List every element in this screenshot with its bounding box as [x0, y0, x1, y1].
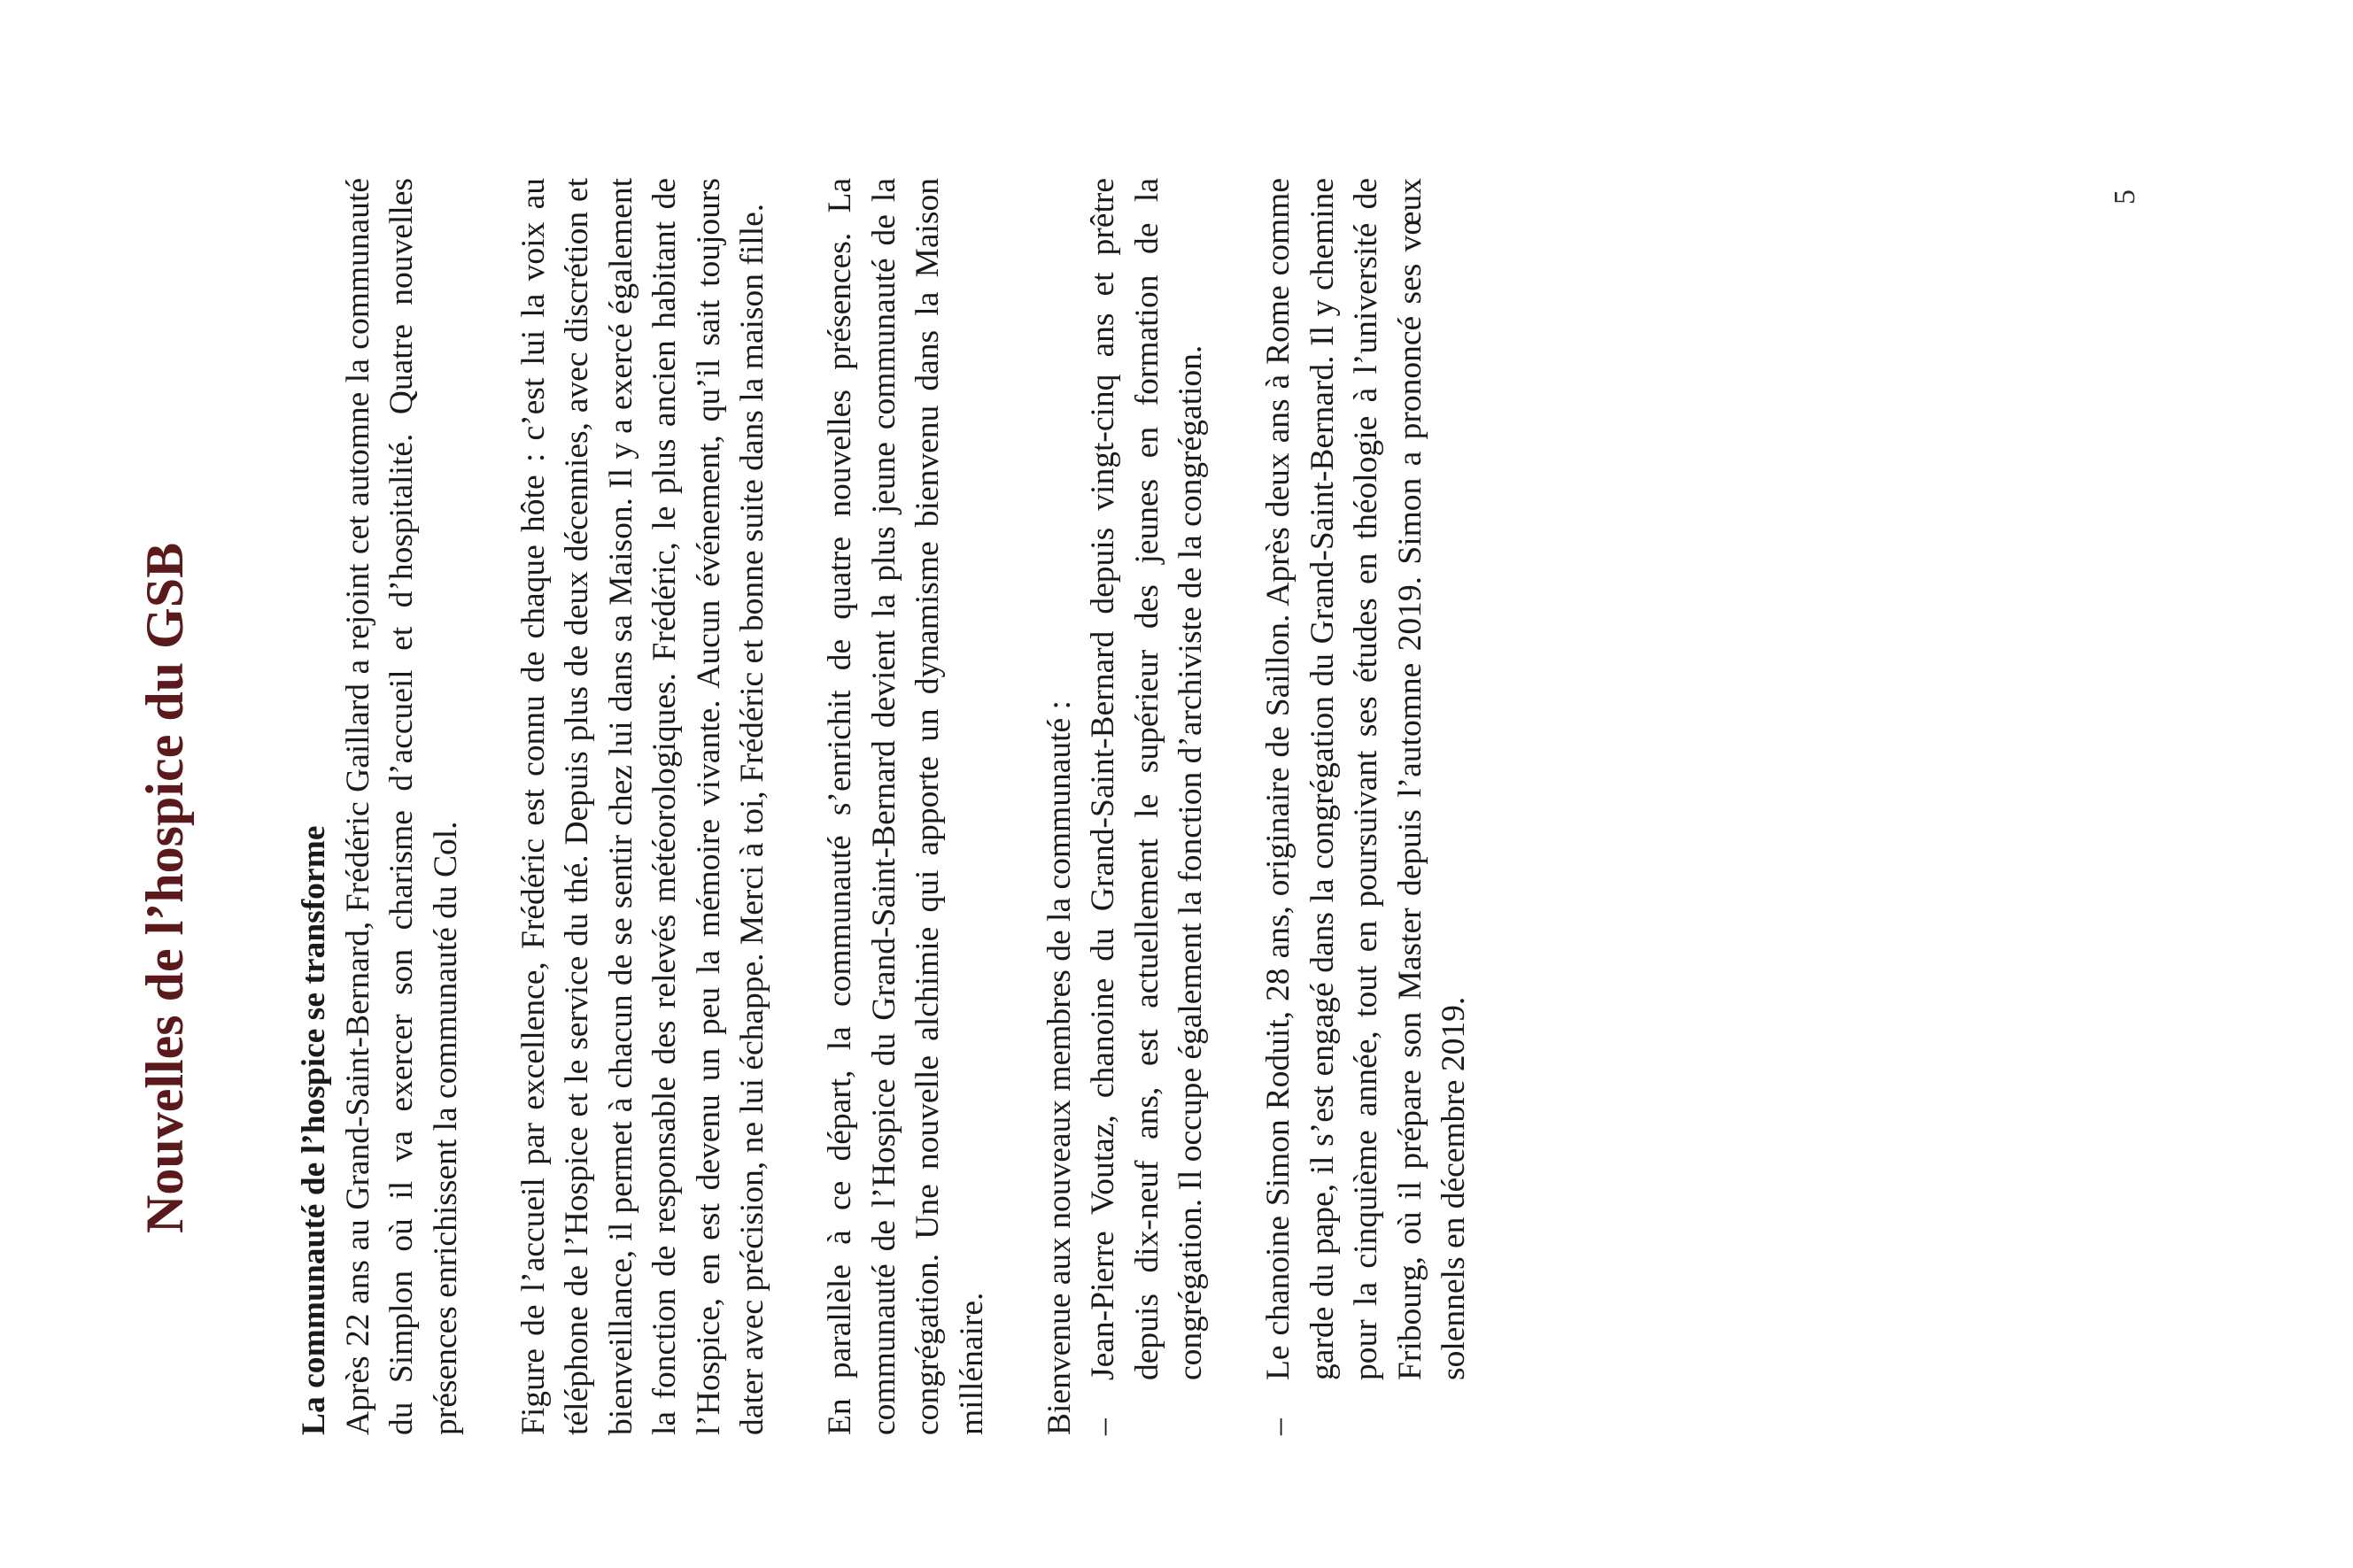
members-intro: Bienvenue aux nouveaux membres de la communauté : — [1041, 700, 1078, 1435]
paragraph-departure: Après 22 ans au Grand-Saint-Bernard, Frédéric Gaillard a rejoint cet automne la communauté du Simplon où il va exercer son charisme d’accueil et d’hospitalité. Quatre nouvelles présences enrichissent la communauté du Col. — [339, 178, 464, 1435]
paragraph-new-presences: En parallèle à ce départ, la communauté s’enrichit de quatre nouvelles présences. La communauté de l’Hospice du Grand-Saint-Bernard devient la plus jeune communauté de la congrégation. Une nouvelle alchimie qui apporte un dynamisme bienvenu dans la Maison millénaire. — [822, 178, 990, 1435]
list-bullet: – — [1085, 1418, 1121, 1435]
member-description: Le chanoine Simon Roduit, 28 ans, originaire de Saillon. Après deux ans à Rome comme garde du pape, il s’est engagé dans la congrégation du Grand-Saint-Bernard. Il y chemine pour la cinquième année, tout en poursuivant ses études en théologie à l’université de Fribourg, où il prépare son Master depuis l’automne 2019. Simon a prononcé ses vœux solennels en décembre 2019. — [1260, 178, 1472, 1380]
section-heading: La communauté de l’hospice se transforme — [296, 825, 332, 1435]
members-list — [1081, 178, 1476, 1435]
article-body — [292, 178, 1520, 1435]
page-title: Nouvelles de l’hospice du GSB — [135, 542, 194, 1233]
member-description: Jean-Pierre Voutaz, chanoine du Grand-Saint-Bernard depuis vingt-cinq ans et prêtre depuis dix-neuf ans, est actuellement le supérieur des jeunes en formation de la congrégation. Il occupe également la fonction d’archiviste de la congrégation. — [1085, 178, 1209, 1380]
page-number: 5 — [2109, 189, 2141, 205]
list-item — [1257, 178, 1476, 1435]
paragraph-tribute: Figure de l’accueil par excellence, Frédéric est connu de chaque hôte : c’est lui la voix au téléphone de l’Hospice et le service du thé. Depuis plus de deux décennies, avec discrétion et bienveillance, il permet à chacun de se sentir chez lui dans sa Maison. Il y a exercé également la fonction de responsable des relevés météorologiques. Frédéric, le plus ancien habitant de l’Hospice, en est devenu un peu la mémoire vivante. Aucun événement, qu’il sait toujours dater avec précision, ne lui échappe. Merci à toi, Frédéric et bonne suite dans la maison fille. — [515, 178, 770, 1435]
list-item — [1081, 178, 1213, 1435]
list-bullet: – — [1260, 1418, 1296, 1435]
